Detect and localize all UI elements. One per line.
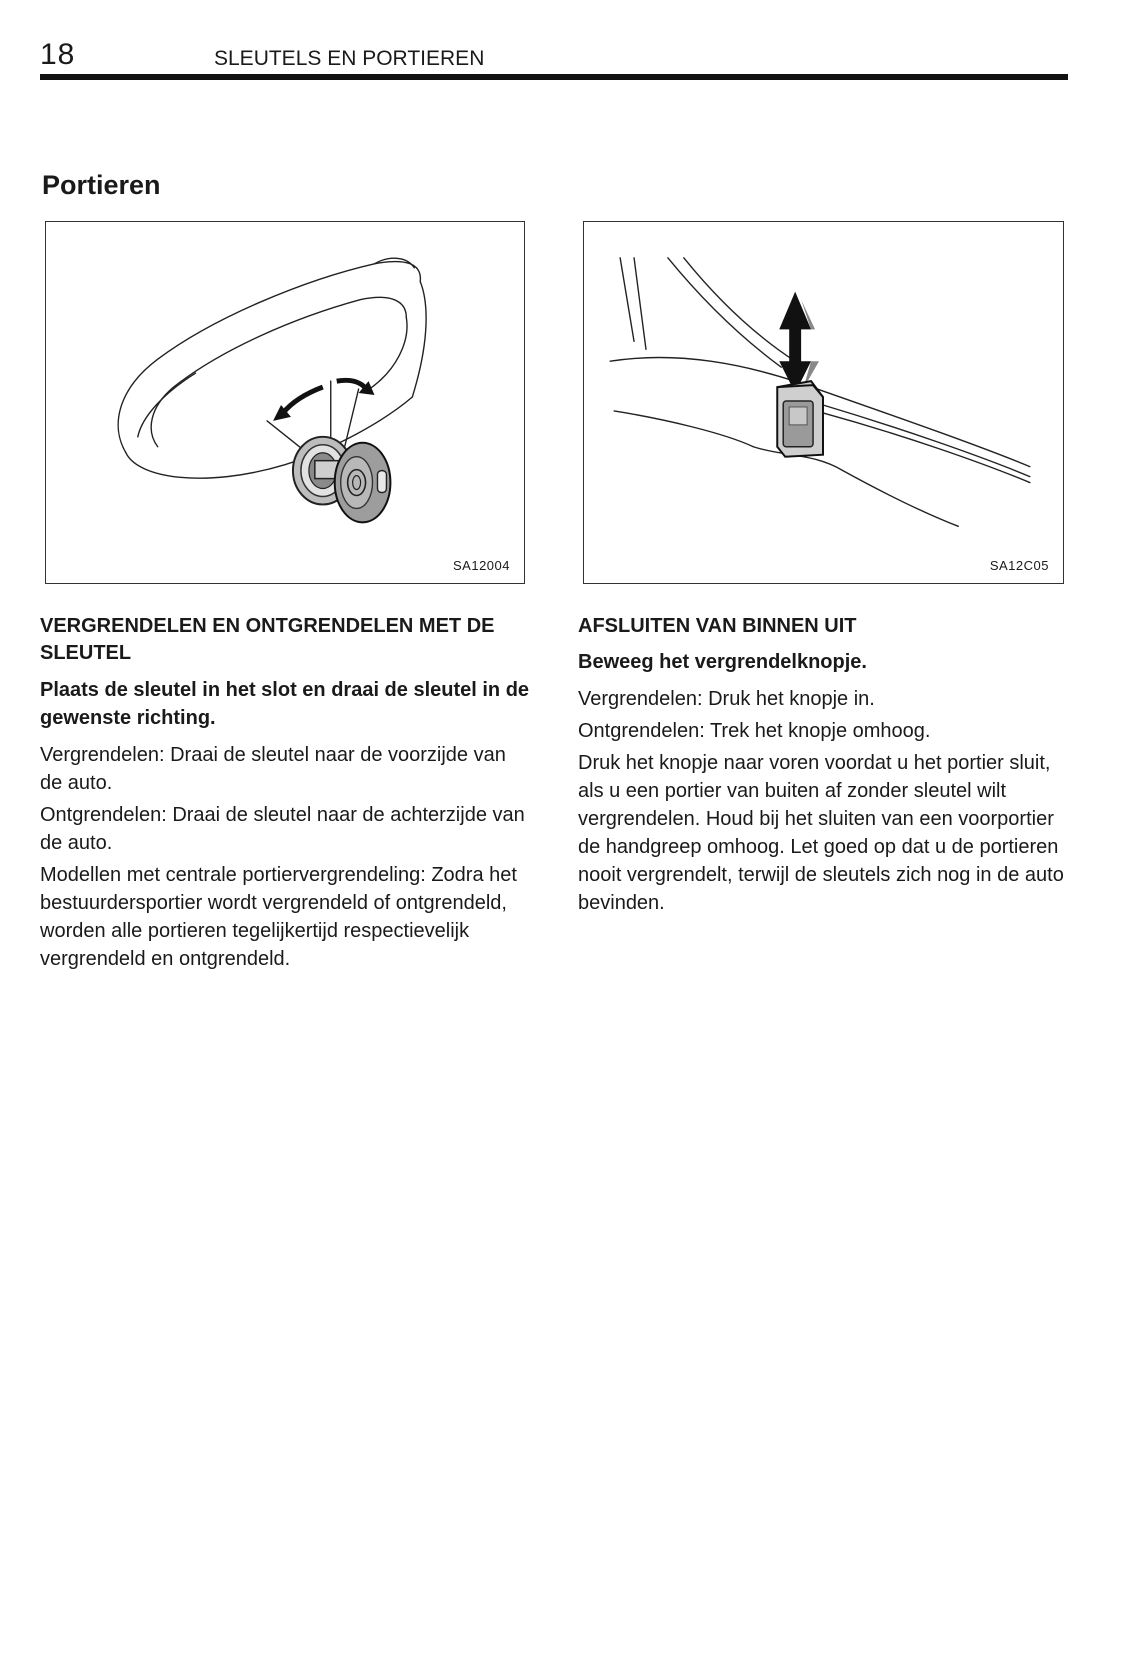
left-paragraph: Modellen met centrale portiervergrendeling: Zodra het bestuurdersportier wordt vergrendeld of ontgrendeld, worden alle portieren tegelijkertijd respectievelijk vergrendeld en ontgrendeld.	[40, 864, 517, 970]
header-rule	[40, 74, 1068, 80]
right-heading: AFSLUITEN VAN BINNEN UIT	[578, 615, 857, 637]
rotation-arrows-icon	[273, 380, 374, 421]
door-handle-key-illustration	[46, 222, 524, 583]
left-column	[40, 613, 530, 977]
figure-code-right: SA12C05	[989, 558, 1049, 573]
figure-code-left: SA12004	[453, 558, 510, 573]
figure-lock-knob	[583, 221, 1064, 584]
running-title: SLEUTELS EN PORTIEREN	[214, 47, 485, 70]
lock-knob-icon	[777, 381, 823, 457]
right-lead: Beweeg het vergrendelknopje.	[578, 651, 867, 673]
page-number: 18	[40, 38, 76, 71]
right-paragraph: Vergrendelen: Druk het knopje in.	[578, 688, 875, 710]
left-paragraph: Ontgrendelen: Draai de sleutel naar de achterzijde van de auto.	[40, 804, 525, 854]
left-lead: Plaats de sleutel in het slot en draai de sleutel in de gewenste richting.	[40, 679, 530, 729]
right-column	[578, 613, 1068, 921]
right-paragraph: Ontgrendelen: Trek het knopje omhoog.	[578, 720, 931, 742]
left-paragraph: Vergrendelen: Draai de sleutel naar de voorzijde van de auto.	[40, 744, 506, 794]
figure-key-lock	[45, 221, 525, 584]
left-heading: VERGRENDELEN EN ONTGRENDELEN MET DE SLEUTEL	[40, 615, 495, 664]
section-title: Portieren	[42, 170, 161, 200]
door-lock-knob-illustration	[584, 222, 1063, 583]
right-paragraph: Druk het knopje naar voren voordat u het portier sluit, als u een portier van buiten af zonder sleutel wilt vergrendelen. Houd bij het sluiten van een voorportier de handgreep omhoog. Let goed op dat u de portieren nooit vergrendelt, terwijl de sleutels zich nog in de auto bevinden.	[578, 752, 1064, 914]
